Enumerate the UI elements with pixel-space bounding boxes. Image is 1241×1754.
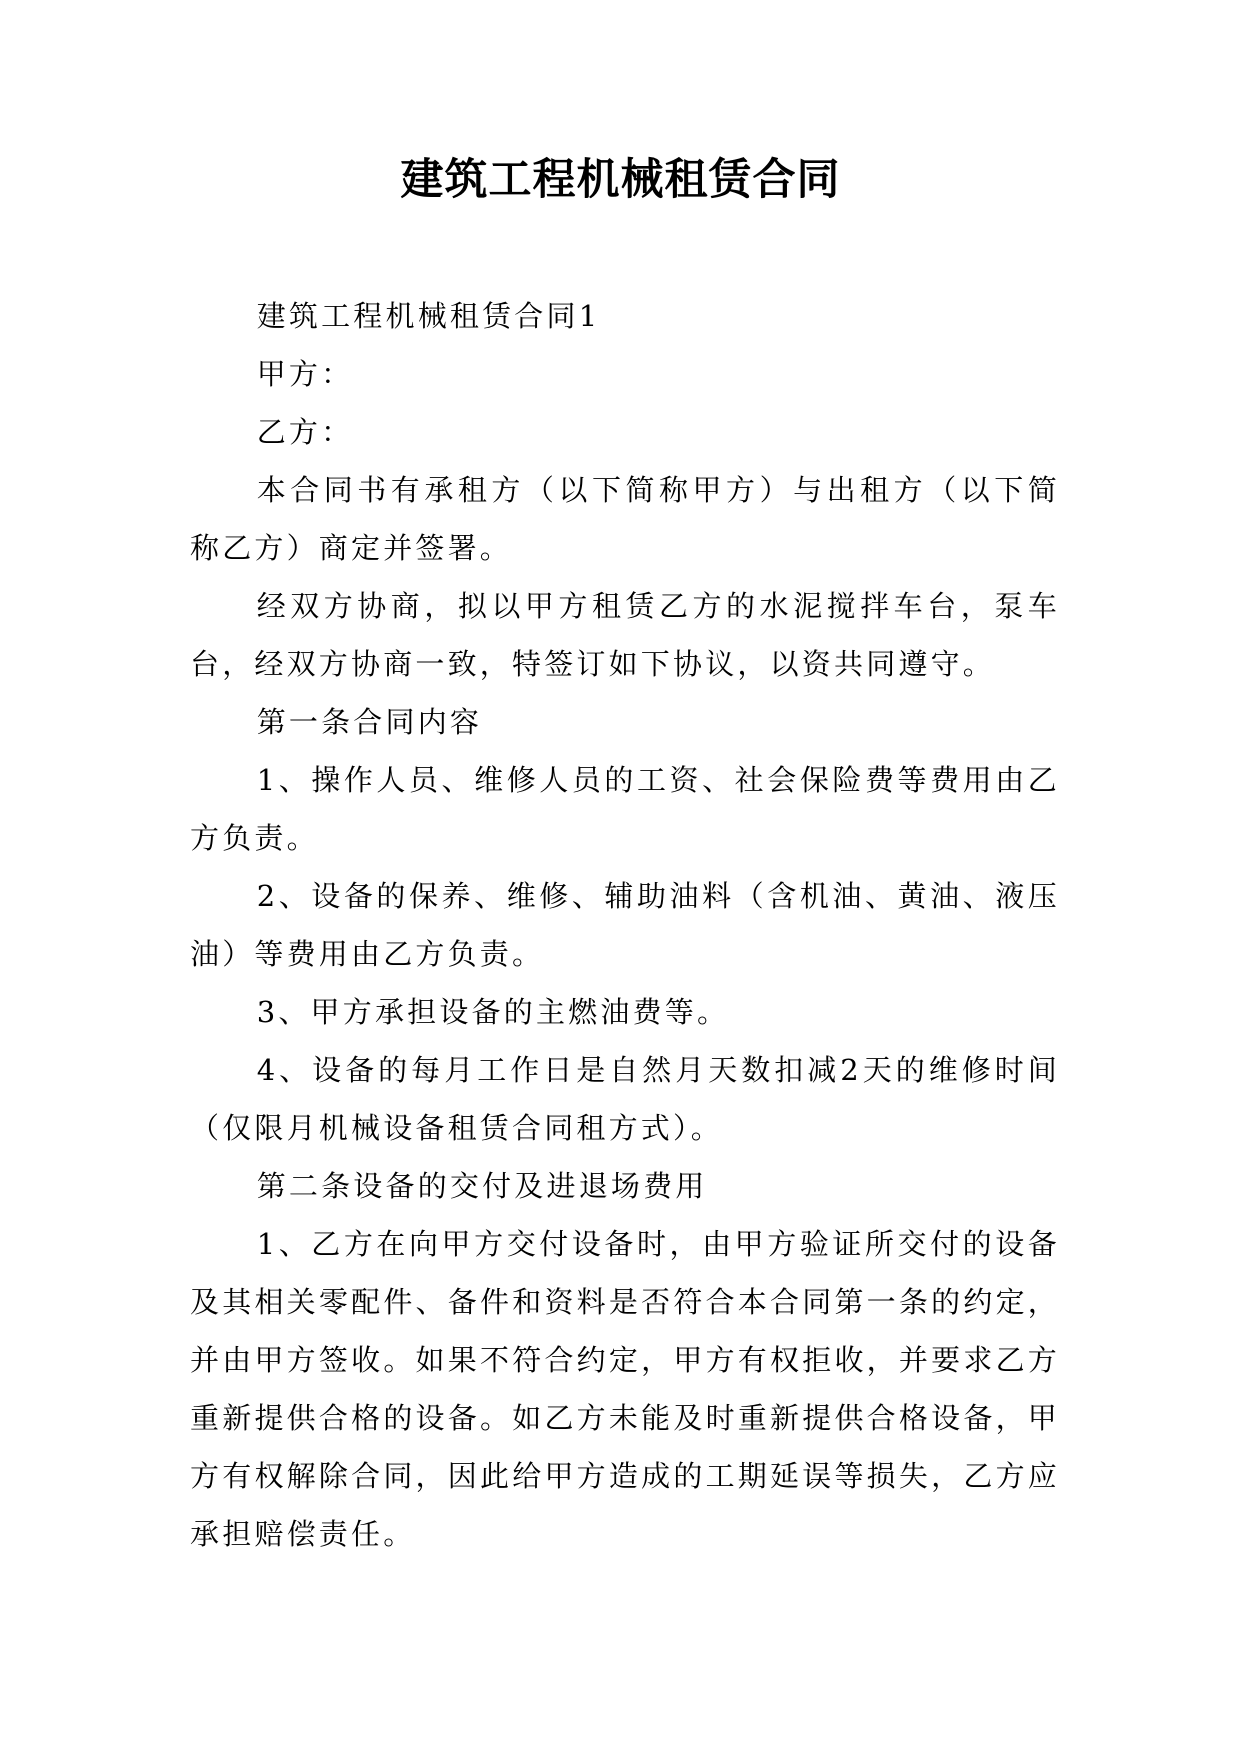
clause-1-3: 3、甲方承担设备的主燃油费等。 <box>256 995 730 1029</box>
section-heading-2: 第二条设备的交付及进退场费用 <box>256 1169 708 1203</box>
clause-1-1: 1、操作人员、维修人员的工资、社会保险费等费用由乙方负责。 <box>190 763 1060 855</box>
paragraph-intro: 本合同书有承租方（以下简称甲方）与出租方（以下简称乙方）商定并签署。 <box>190 473 1060 565</box>
clause-2-1: 1、乙方在向甲方交付设备时，由甲方验证所交付的设备及其相关零配件、备件和资料是否符合本合同第一条的约定，并由甲方签收。如果不符合约定，甲方有权拒收，并要求乙方重新提供合格的设备。如乙方未能及时重新提供合格设备，甲方有权解除合同，因此给甲方造成的工期延误等损失，乙方应承担赔偿责任。 <box>190 1227 1060 1551</box>
document-title: 建筑工程机械租赁合同 <box>400 155 841 205</box>
paragraph-party-b: 乙方： <box>256 415 354 449</box>
paragraph-agreement: 经双方协商，拟以甲方租赁乙方的水泥搅拌车台，泵车台，经双方协商一致，特签订如下协议，以资共同遵守。 <box>190 589 1060 681</box>
paragraph-heading-1: 建筑工程机械租赁合同1 <box>256 299 601 333</box>
section-heading-1: 第一条合同内容 <box>256 705 483 739</box>
document-body <box>190 287 1060 1563</box>
paragraph-party-a: 甲方： <box>256 357 354 391</box>
clause-1-2: 2、设备的保养、维修、辅助油料（含机油、黄油、液压油）等费用由乙方负责。 <box>190 879 1060 971</box>
clause-1-4: 4、设备的每月工作日是自然月天数扣减2天的维修时间（仅限月机械设备租赁合同租方式）。 <box>190 1053 1060 1145</box>
